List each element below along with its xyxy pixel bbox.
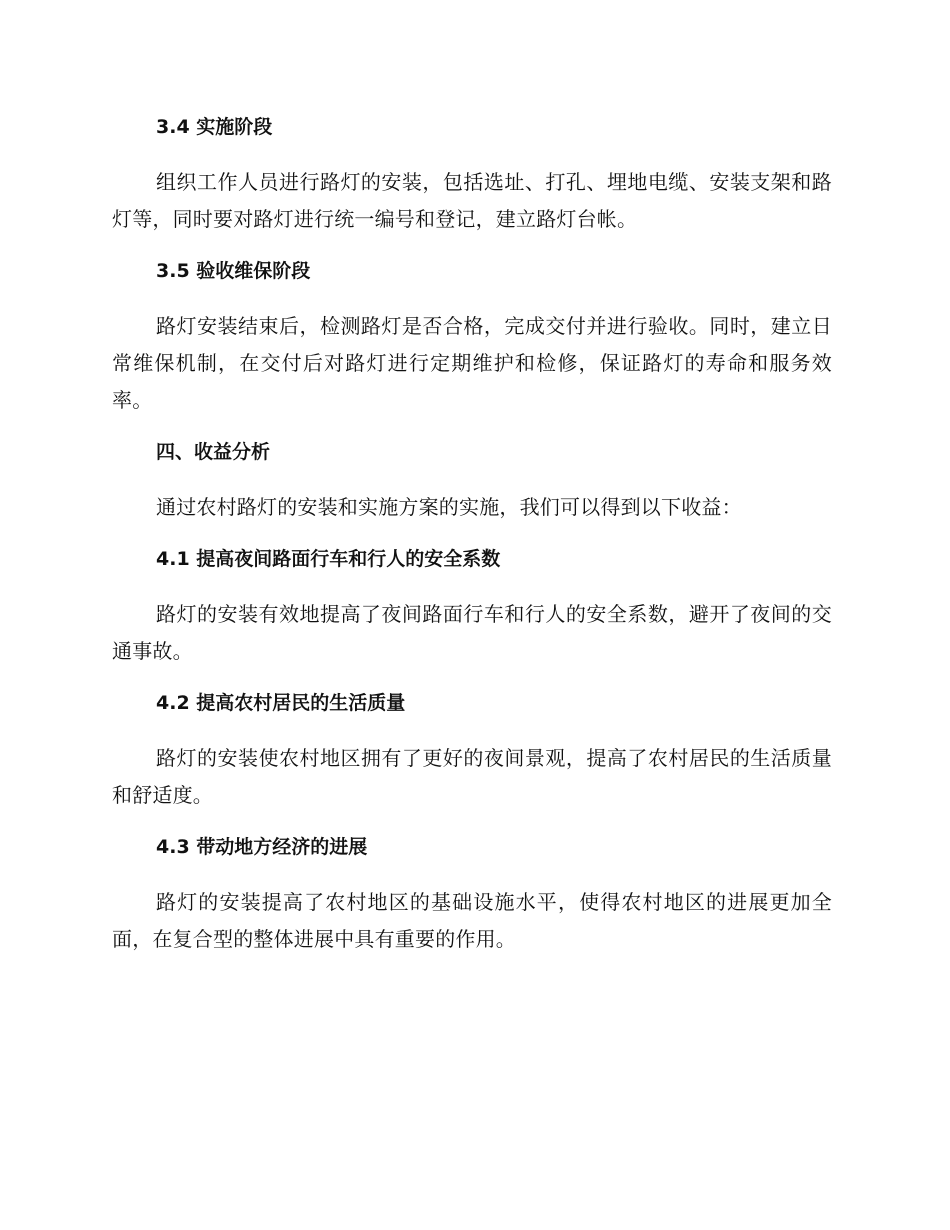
section-paragraph-4-3: 路灯的安装提高了农村地区的基础设施水平，使得农村地区的进展更加全面，在复合型的整体进展中具有重要的作用。 (112, 890, 832, 951)
section-heading-4-3: 4.3 带动地方经济的进展 (156, 836, 368, 858)
section-heading-4-2: 4.2 提高农村居民的生活质量 (156, 692, 406, 714)
section-paragraph-4-1: 路灯的安装有效地提高了夜间路面行车和行人的安全系数，避开了夜间的交通事故。 (112, 602, 832, 663)
section-heading-4-1: 4.1 提高夜间路面行车和行人的安全系数 (156, 548, 501, 570)
section-paragraph-3-4: 组织工作人员进行路灯的安装，包括选址、打孔、埋地电缆、安装支架和路灯等，同时要对路灯进行统一编号和登记，建立路灯台帐。 (112, 170, 832, 231)
section-heading-3-4: 3.4 实施阶段 (156, 116, 273, 138)
chapter-intro-paragraph-4: 通过农村路灯的安装和实施方案的实施，我们可以得到以下收益： (156, 495, 742, 519)
section-paragraph-4-2: 路灯的安装使农村地区拥有了更好的夜间景观，提高了农村居民的生活质量和舒适度。 (112, 746, 832, 807)
section-heading-3-5: 3.5 验收维保阶段 (156, 260, 311, 282)
section-paragraph-3-5: 路灯安装结束后，检测路灯是否合格，完成交付并进行验收。同时，建立日常维保机制，在交付后对路灯进行定期维护和检修，保证路灯的寿命和服务效率。 (112, 314, 832, 412)
chapter-heading-4: 四、收益分析 (156, 441, 271, 463)
document-body (112, 108, 832, 972)
